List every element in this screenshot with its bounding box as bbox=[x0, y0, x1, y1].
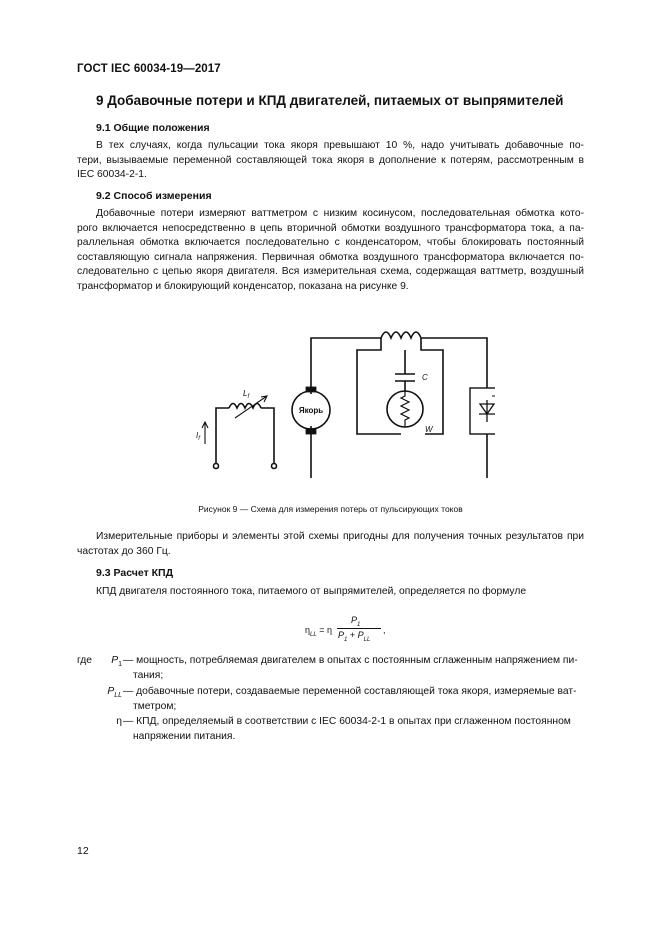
subsection-title-9-2: 9.2 Способ измерения bbox=[96, 190, 212, 202]
section-title: 9 Добавочные потери и КПД двигателей, питаемых от выпрямителей bbox=[96, 93, 564, 108]
page-number: 12 bbox=[77, 845, 89, 857]
wattmeter-label: W bbox=[425, 425, 433, 434]
text-line: Измерительные приборы и элементы этой схемы пригодны для получения точных результатов при bbox=[96, 531, 584, 542]
text-line: следовательно с цепью якоря двигателя. Вся измерительная схема, содержащая ваттметр, воздушный bbox=[77, 266, 584, 278]
text-line: рого включается непосредственно в цепь вторичной обмотки воздушного трансформатора тока, а па- bbox=[77, 222, 584, 234]
paragraph-9-3 bbox=[77, 585, 584, 600]
inductor-label: $L_f$ bbox=[243, 389, 250, 400]
definition-text: — КПД, определяемый в соответствии с IEC 60034-2-1 в опытах при сглаженном постоянном напряжении питания. bbox=[123, 716, 571, 742]
text-line: частотах до 360 Гц. bbox=[77, 545, 171, 557]
air-transformer-coil bbox=[381, 332, 421, 338]
formula-denominator: $P_1 + P_{LL}$ bbox=[338, 630, 371, 643]
current-arrow bbox=[202, 422, 208, 444]
formula-lhs: $\eta_{LL} = \eta$ bbox=[305, 625, 332, 638]
paragraph-after-figure bbox=[77, 530, 584, 559]
paragraph-9-1 bbox=[77, 139, 584, 183]
text-line: тери, вызываемые переменной составляющей тока якоря в дополнение к потерям, рассмотренным в bbox=[77, 154, 584, 166]
definition-symbol: $P_1$ bbox=[111, 655, 122, 669]
wire-inner-left bbox=[357, 338, 401, 434]
circuit-diagram bbox=[195, 318, 495, 478]
motor-label: Якорь bbox=[298, 406, 324, 415]
motor-brush-top bbox=[306, 387, 316, 392]
rectifier-trigger bbox=[492, 396, 495, 400]
text-line: КПД двигателя постоянного тока, питаемого от выпрямителей, определяется по формуле bbox=[96, 586, 527, 597]
rectifier-box bbox=[470, 388, 495, 434]
fraction-bar bbox=[337, 628, 381, 629]
wire-top-left bbox=[311, 338, 381, 394]
inductor-arrow bbox=[235, 396, 267, 418]
capacitor-label: C bbox=[422, 373, 428, 382]
wire-inner-right bbox=[421, 338, 443, 434]
rectifier-diode bbox=[479, 400, 495, 422]
wire-right-terminal bbox=[261, 408, 274, 464]
terminal-left bbox=[214, 464, 219, 469]
formula-comma: , bbox=[383, 625, 386, 635]
text-line: Добавочные потери измеряют ваттметром с низким косинусом, последовательная обмотка кото- bbox=[96, 208, 584, 219]
motor-brush-bottom bbox=[306, 429, 316, 434]
subsection-title-9-1: 9.1 Общие положения bbox=[96, 122, 210, 134]
document-header: ГОСТ IEC 60034-19—2017 bbox=[77, 63, 221, 75]
text-line: IEC 60034-2-1. bbox=[77, 169, 147, 181]
inductor-coil bbox=[229, 404, 261, 409]
current-label: $I_f$ bbox=[196, 431, 200, 442]
text-line: раллельная обмотка включается последовательно с конденсатором, чтобы блокировать постоянный bbox=[77, 237, 584, 249]
definition-text: — мощность, потребляемая двигателем в опытах с постоянным сглаженным напряжением пи- тания; bbox=[123, 655, 578, 681]
wire-top-right bbox=[421, 338, 487, 388]
figure-caption: Рисунок 9 — Схема для измерения потерь от пульсирующих токов bbox=[198, 504, 463, 514]
text-line: трансформатор и блокирующий конденсатор, показана на рисунке 9. bbox=[77, 280, 409, 292]
definition-symbol: $P_{LL}$ bbox=[107, 686, 122, 700]
wattmeter-coil bbox=[401, 391, 409, 427]
where-label: где bbox=[77, 655, 93, 666]
formula-numerator: $P_1$ bbox=[351, 615, 361, 628]
efficiency-formula bbox=[305, 615, 395, 645]
subsection-title-9-3: 9.3 Расчет КПД bbox=[96, 567, 174, 579]
text-line: составляющую сигнала напряжения. Первичная обмотка воздушного трансформатора включается по- bbox=[77, 251, 584, 263]
definition-text: — добавочные потери, создаваемые переменной составляющей тока якоря, измеряемые ват- тметром; bbox=[123, 686, 577, 712]
wire-left-terminal bbox=[216, 408, 229, 464]
text-line: В тех случаях, когда пульсации тока якоря превышают 10 %, надо учитывать добавочные по- bbox=[96, 140, 584, 151]
definition-symbol: η bbox=[116, 716, 122, 727]
terminal-right bbox=[272, 464, 277, 469]
paragraph-9-2 bbox=[77, 207, 584, 295]
